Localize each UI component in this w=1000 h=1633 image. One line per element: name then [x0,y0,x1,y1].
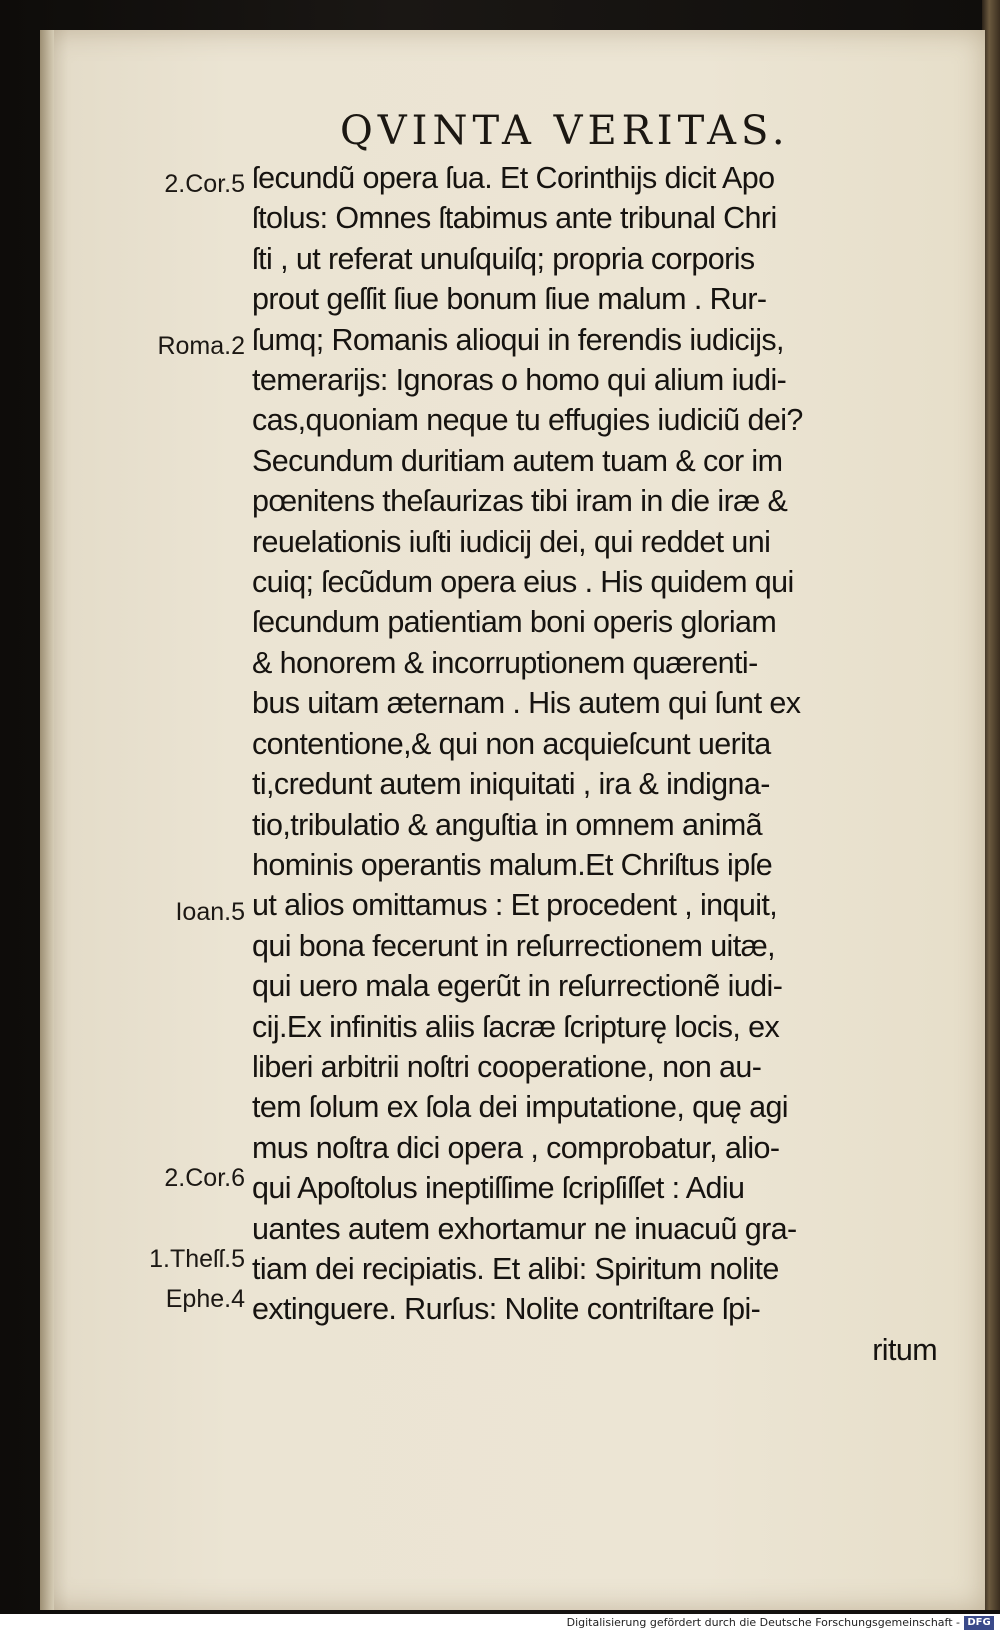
text-line: reuelationis iuſti iudicij dei, qui reddet uni [252,524,771,559]
text-line: tiam dei recipiatis. Et alibi: Spiritum nolite [252,1251,779,1286]
text-line: ſumq; Romanis alioqui in ferendis iudicijs, [252,322,784,357]
text-line: extinguere. Rurſus: Nolite contriſtare ſpi- [252,1292,761,1327]
text-line: tio,tribulatio & anguſtia in omnem animã [252,807,763,842]
text-line: cas,quoniam neque tu effugies iudiciũ dei? [252,403,803,438]
body-text [252,158,942,1370]
text-line: liberi arbitrii noſtri cooperatione, non au- [252,1049,762,1084]
marginal-note: 2.Cor.5 [164,170,245,198]
running-head: QVINTA VERITAS. [340,108,790,154]
text-line: cij.Ex infinitis aliis ſacræ ſcripturę locis, ex [252,1009,780,1044]
page-gutter [40,30,54,1610]
text-line: uantes autem exhortamur ne inuacuũ gra- [252,1211,797,1246]
text-line: qui uero mala egerũt in reſurrectionẽ iudi- [252,969,783,1004]
catchword: ritum [872,1332,937,1367]
text-line: ut alios omittamus : Et procedent , inquit, [252,888,778,923]
text-line: prout geſſit ſiue bonum ſiue malum . Rur- [252,282,767,317]
text-line: pœnitens theſaurizas tibi iram in die iræ & [252,484,788,519]
text-line: cuiq; ſecũdum opera eius . His quidem qui [252,565,794,600]
text-line: qui bona fecerunt in reſurrectionem uitæ, [252,928,776,963]
marginal-note: 2.Cor.6 [164,1164,245,1192]
text-line: bus uitam æternam . His autem qui ſunt ex [252,686,801,721]
digitization-footer [0,1614,1000,1633]
text-line: hominis operantis malum.Et Chriſtus ipſe [252,847,773,882]
text-line: temerarijs: Ignoras o homo qui alium iudi- [252,363,787,398]
dfg-logo-icon: DFG [964,1616,994,1630]
text-line: ſti , ut referat unuſquiſq; propria corporis [252,241,755,276]
text-line: ſecundũ opera ſua. Et Corinthijs dicit Apo [252,161,775,195]
text-line: qui Apoſtolus ineptiſſime ſcripſiſſet : Adiu [252,1171,745,1206]
text-line: ſtolus: Omnes ſtabimus ante tribunal Chri [252,201,777,236]
marginal-note: 1.Theſſ.5 [149,1245,245,1273]
text-line: ti,credunt autem iniquitati , ira & indigna- [252,767,770,802]
text-line: tem ſolum ex ſola dei imputatione, quę agi [252,1090,788,1125]
marginal-note: Roma.2 [157,332,245,360]
text-line: contentione,& qui non acquieſcunt uerita [252,726,771,761]
marginal-note: Ioan.5 [175,898,245,926]
text-line: mus noſtra dici opera , comprobatur, alio- [252,1130,780,1165]
text-line: ſecundum patientiam boni operis gloriam [252,605,777,640]
funding-credit: Digitalisierung gefördert durch die Deutsche Forschungsgemeinschaft - [566,1616,960,1629]
text-line: Secundum duritiam autem tuam & cor im [252,443,783,478]
text-line: & honorem & incorruptionem quærenti- [252,645,758,680]
marginal-note: Ephe.4 [165,1285,245,1313]
